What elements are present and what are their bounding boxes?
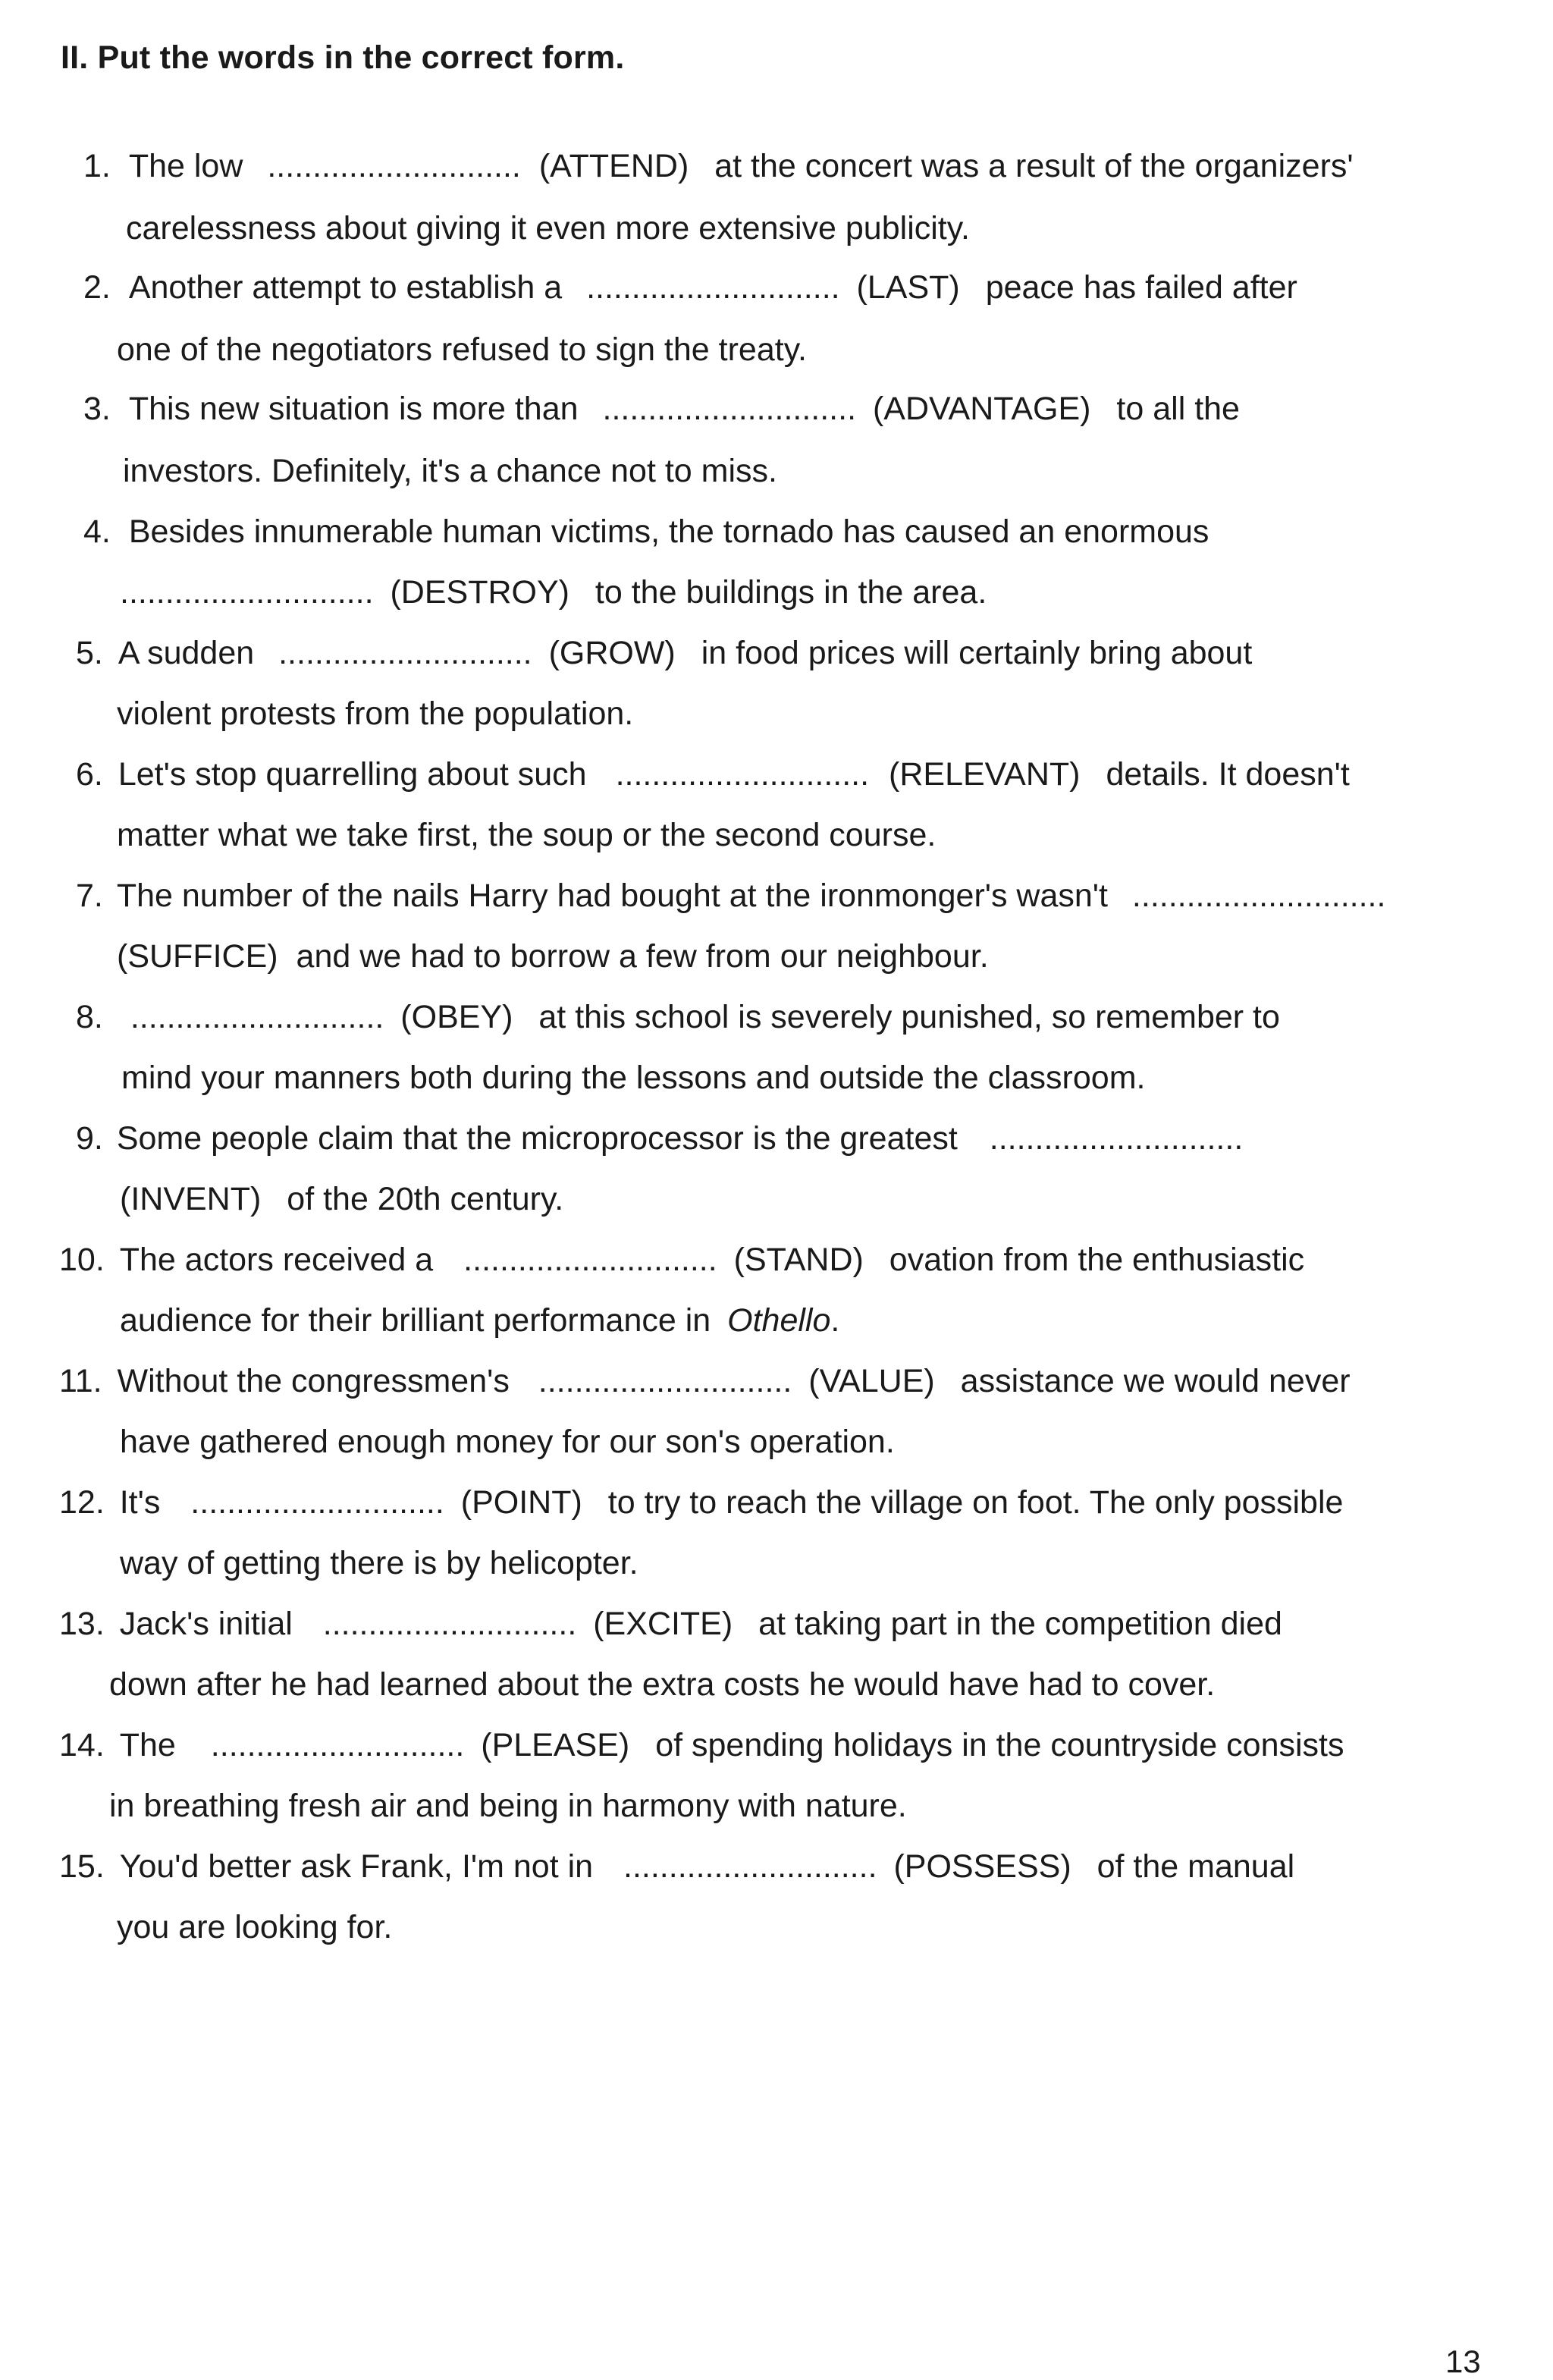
item-text: ovation from the enthusiastic — [889, 1242, 1305, 1278]
answer-blank[interactable]: ............................ — [1131, 878, 1386, 914]
item-text: details. It doesn't — [1106, 756, 1350, 793]
item-number: 7. — [76, 878, 103, 914]
item-text: at the concert was a result of the organizers' — [714, 148, 1354, 184]
item-text: in food prices will certainly bring about — [701, 635, 1253, 671]
answer-blank[interactable]: ............................ — [623, 1848, 877, 1885]
item-number: 8. — [76, 999, 103, 1035]
item-text: Jack's initial — [119, 1606, 293, 1642]
item-8-line-1 — [76, 1001, 1280, 1034]
item-text: Let's stop quarrelling about such — [118, 756, 587, 793]
item-text: The actors received a — [119, 1242, 434, 1278]
item-7-line-2 — [117, 940, 989, 973]
item-10-line-2 — [120, 1302, 840, 1339]
item-number: 5. — [76, 635, 103, 671]
item-text: of the 20th century. — [287, 1181, 564, 1217]
item-15-line-1 — [59, 1848, 1295, 1885]
item-3-line-2: investors. Definitely, it's a chance not to miss. — [123, 453, 777, 489]
keyword: (GROW) — [548, 635, 676, 671]
item-text: It's — [119, 1484, 161, 1521]
item-5-line-2: violent protests from the population. — [117, 695, 634, 732]
item-text: You'd better ask Frank, I'm not in — [119, 1848, 594, 1885]
item-4-line-2 — [120, 576, 987, 609]
answer-blank[interactable]: ............................ — [322, 1606, 577, 1642]
keyword: (POINT) — [460, 1484, 582, 1521]
item-text: audience for their brilliant performance in — [120, 1302, 711, 1339]
item-text: to the buildings in the area. — [595, 574, 987, 611]
item-number: 3. — [83, 391, 111, 427]
item-8-line-2: mind your manners both during the lessons and outside the classroom. — [121, 1060, 1146, 1096]
item-text: to try to reach the village on foot. The only possible — [607, 1484, 1344, 1521]
item-text: at this school is severely punished, so remember to — [538, 999, 1280, 1035]
keyword: (VALUE) — [808, 1363, 935, 1399]
page-number: 13 — [1445, 2344, 1481, 2379]
item-text: of spending holidays in the countryside consists — [655, 1727, 1344, 1763]
answer-blank[interactable]: ............................ — [463, 1242, 717, 1278]
keyword: (RELEVANT) — [889, 756, 1081, 793]
item-text: of the manual — [1097, 1848, 1295, 1885]
item-10-line-1 — [59, 1244, 1304, 1276]
keyword: (EXCITE) — [593, 1606, 733, 1642]
item-7-line-1 — [76, 880, 1385, 912]
keyword: (DESTROY) — [390, 574, 569, 611]
item-number: 13. — [59, 1606, 105, 1642]
keyword: (OBEY) — [400, 999, 513, 1035]
item-13-line-1 — [59, 1608, 1282, 1641]
item-number: 11. — [59, 1363, 102, 1399]
item-number: 1. — [83, 148, 111, 184]
item-text: at taking part in the competition died — [758, 1606, 1282, 1642]
item-text: Another attempt to establish a — [128, 269, 563, 306]
item-number: 2. — [83, 269, 111, 306]
item-6-line-1 — [76, 758, 1350, 791]
item-3-line-1 — [83, 393, 1240, 425]
item-12-line-2: way of getting there is by helicopter. — [120, 1545, 638, 1581]
item-text: peace has failed after — [985, 269, 1297, 306]
keyword: (POSSESS) — [893, 1848, 1071, 1885]
item-2-line-2: one of the negotiators refused to sign the treaty. — [117, 331, 807, 368]
item-14-line-2: in breathing fresh air and being in harmony with nature. — [109, 1788, 907, 1824]
item-number: 15. — [59, 1848, 105, 1885]
item-4-line-1 — [83, 513, 1209, 550]
keyword: (SUFFICE) — [117, 938, 278, 975]
item-text: Some people claim that the microprocessor is the greatest — [116, 1120, 958, 1157]
item-11-line-1 — [59, 1365, 1351, 1398]
item-text: and we had to borrow a few from our neighbour. — [296, 938, 989, 975]
item-5-line-1 — [76, 637, 1252, 670]
exercise-heading: II. Put the words in the correct form. — [61, 39, 625, 76]
item-number: 4. — [83, 513, 111, 550]
keyword: (PLEASE) — [481, 1727, 630, 1763]
answer-blank[interactable]: ............................ — [190, 1484, 444, 1521]
item-number: 10. — [59, 1242, 105, 1278]
keyword: (INVENT) — [120, 1181, 262, 1217]
item-text: This new situation is more than — [128, 391, 579, 427]
item-text: A sudden — [118, 635, 255, 671]
item-number: 6. — [76, 756, 103, 793]
item-14-line-1 — [59, 1729, 1344, 1762]
item-text: Besides innumerable human victims, the tornado has caused an enormous — [128, 513, 1209, 550]
keyword: (ATTEND) — [538, 148, 689, 184]
item-13-line-2: down after he had learned about the extra costs he would have had to cover. — [109, 1666, 1216, 1703]
answer-blank[interactable]: ............................ — [602, 391, 857, 427]
answer-blank[interactable]: ............................ — [130, 999, 384, 1035]
item-text-end: . — [830, 1302, 840, 1339]
play-title: Othello — [727, 1302, 831, 1339]
item-9-line-1 — [76, 1122, 1243, 1155]
item-6-line-2: matter what we take first, the soup or the second course. — [117, 817, 937, 853]
answer-blank[interactable]: ............................ — [278, 635, 532, 671]
item-9-line-2 — [120, 1183, 563, 1216]
item-text: Without the congressmen's — [117, 1363, 510, 1399]
item-12-line-1 — [59, 1484, 1344, 1521]
item-1-line-2: carelessness about giving it even more extensive publicity. — [126, 210, 971, 246]
answer-blank[interactable]: ............................ — [210, 1727, 465, 1763]
keyword: (STAND) — [733, 1242, 864, 1278]
item-1-line-1 — [83, 150, 1354, 183]
item-2-line-1 — [83, 269, 1297, 306]
item-number: 9. — [76, 1120, 103, 1157]
item-text: assistance we would never — [960, 1363, 1351, 1399]
answer-blank[interactable]: ............................ — [615, 756, 870, 793]
keyword: (LAST) — [856, 269, 960, 306]
item-15-line-2: you are looking for. — [117, 1909, 393, 1945]
item-number: 14. — [59, 1727, 105, 1763]
item-11-line-2: have gathered enough money for our son's operation. — [120, 1424, 895, 1460]
keyword: (ADVANTAGE) — [872, 391, 1091, 427]
item-number: 12. — [59, 1484, 105, 1521]
item-text: The number of the nails Harry had bought at the ironmonger's wasn't — [116, 878, 1108, 914]
answer-blank[interactable]: ............................ — [989, 1120, 1244, 1157]
item-text: to all the — [1116, 391, 1240, 427]
answer-blank[interactable]: ............................ — [120, 574, 374, 611]
answer-blank[interactable]: ............................ — [538, 1363, 792, 1399]
item-text: The low — [128, 148, 243, 184]
answer-blank[interactable]: ............................ — [586, 269, 840, 306]
item-text: The — [119, 1727, 176, 1763]
answer-blank[interactable]: ............................ — [267, 148, 521, 184]
